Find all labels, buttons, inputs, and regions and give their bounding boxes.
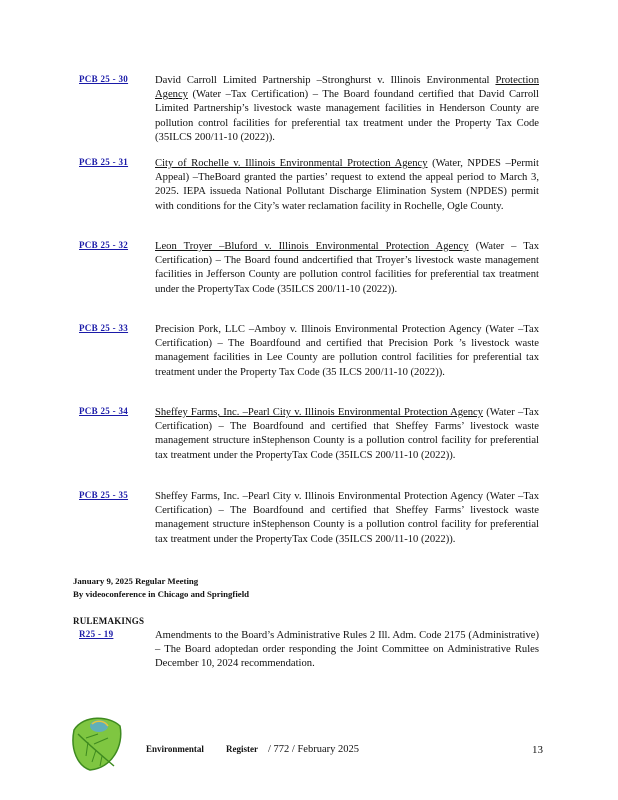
case-summary (155, 157, 539, 214)
case-description: (Water –Tax Certification) – The Boardfound and certified that Sheffey Farms’ livestock waste management structure inStephenson County is a pollution control facility for preferential tax treatment under the PropertyTax Code (35ILCS 200/11-10 (2022)). (155, 407, 539, 461)
case-caption: Sheffey Farms, Inc. –Pearl City v. Illinois Environmental Protection Agency (155, 407, 484, 418)
case-description: (Water –Tax Certification) – The Board foundand certified that David Carroll Limited Partnership’s livestock waste management facilities in Henderson County are pollution control facilities for preferential tax treatment under the Property Tax Code (35ILCS 200/11-10 (2022)). (155, 89, 539, 143)
case-caption: City of Rochelle v. Illinois Environmental Protection Agency (155, 158, 428, 169)
case-link-pcb-25-33[interactable]: PCB 25 - 33 (79, 323, 129, 333)
meeting-location: By videoconference in Chicago and Springfield (73, 589, 250, 599)
rulemakings-heading: RULEMAKINGS (73, 616, 145, 626)
case-link-pcb-25-32[interactable]: PCB 25 - 32 (79, 240, 129, 250)
case-summary (155, 406, 539, 463)
green-leaf-logo-icon (66, 712, 126, 774)
case-description: Precision Pork, LLC –Amboy v. Illinois Environmental Protection Agency (Water –Tax Certification) – The Boardfound and certified that Precision Pork ’s livestock waste management facilities in Lee County are pollution control facilities for preferential tax treatment under the Property Tax Code (35 ILCS 200/11-10 (2022)). (155, 324, 539, 378)
case-caption: Leon Troyer –Bluford v. Illinois Environmental Protection Agency (155, 241, 469, 252)
case-link-pcb-25-34[interactable]: PCB 25 - 34 (79, 406, 129, 416)
case-description: (Water, NPDES –Permit Appeal) –TheBoard granted the parties’ request to extend the appeal period to March 3, 2025. IEPA issueda National Pollutant Discharge Elimination System (NPDES) permit with conditions for the City’s water reclamation facility in Rochelle, Ogle County. (155, 158, 539, 212)
case-description: Sheffey Farms, Inc. –Pearl City v. Illinois Environmental Protection Agency (Water –Tax Certification) – The Boardfound and certified that Sheffey Farms’ livestock waste management structure inStephenson County is a pollution control facility for preferential tax treatment under the PropertyTax Code (35ILCS 200/11-10 (2022)). (155, 491, 539, 545)
case-summary (155, 323, 539, 380)
rulemaking-summary: Amendments to the Board’s Administrative Rules 2 Ill. Adm. Code 2175 (Administrative) – The Board adoptedan order responding the Joint Committee on Administrative Rules December 10, 2024 recommendation. (155, 630, 539, 670)
case-summary (155, 74, 539, 145)
case-respondent: Protection Agency (155, 75, 539, 101)
publication-word: Register (226, 744, 258, 754)
case-link-pcb-25-30[interactable]: PCB 25 - 30 (79, 74, 129, 84)
case-summary (155, 490, 539, 547)
issue-info: / 772 / February 2025 (268, 744, 359, 755)
meeting-date-heading: January 9, 2025 Regular Meeting (73, 576, 199, 586)
case-link-pcb-25-31[interactable]: PCB 25 - 31 (79, 157, 129, 167)
case-link-pcb-25-35[interactable]: PCB 25 - 35 (79, 490, 129, 500)
case-description: (Water – Tax Certification) – The Board found andcertified that Troyer’s livestock waste management facilities in Jefferson County are pollution control facilities for preferential tax treatment under the PropertyTax Code (35ILCS 200/11-10 (2022)). (155, 241, 539, 295)
publication-name: Environmental (146, 744, 204, 754)
case-caption: David Carroll Limited Partnership –Stronghurst v. Illinois Environmental (155, 75, 496, 86)
case-summary (155, 240, 539, 297)
page-footer (0, 744, 618, 760)
page-number: 13 (532, 744, 543, 756)
case-link-r25-19[interactable]: R25 - 19 (79, 629, 114, 639)
